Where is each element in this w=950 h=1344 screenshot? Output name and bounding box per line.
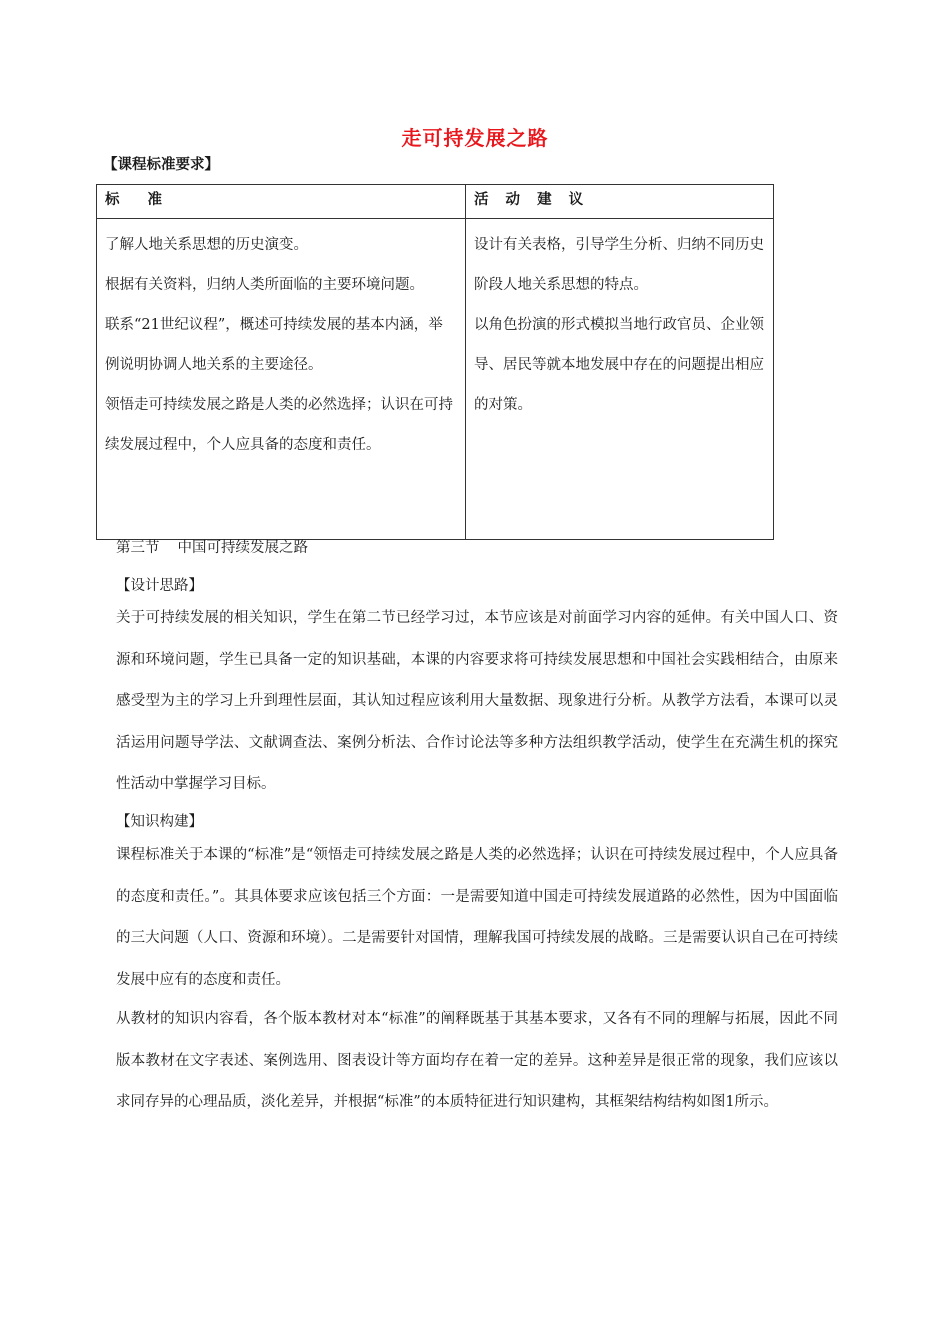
knowledge-heading: 【知识构建】 xyxy=(116,814,203,830)
standard-item: 领悟走可持续发展之路是人类的必然选择；认识在可持续发展过程中，个人应具备的态度和责任。 xyxy=(105,397,453,453)
standard-item: 了解人地关系思想的历史演变。 xyxy=(105,237,308,253)
document-title: 走可持发展之路 xyxy=(401,126,549,150)
standards-heading: 【课程标准要求】 xyxy=(103,157,219,173)
activities-cell xyxy=(466,219,774,540)
standards-table xyxy=(96,184,774,540)
knowledge-paragraph-1: 课程标准关于本课的“标准”是“领悟走可持续发展之路是人类的必然选择；认识在可持续发展过程中，个人应具备的态度和责任。”。其具体要求应该包括三个方面：一是需要知道中国走可持续发展道路的必然性，因为中国面临的三大问题（人口、资源和环境）。二是需要针对国情，理解我国可持续发展的战略。三是需要认识自己在可持续发展中应有的态度和责任。 xyxy=(116,847,838,988)
table-header-row xyxy=(97,185,774,219)
activity-item: 以角色扮演的形式模拟当地行政官员、企业领导、居民等就本地发展中存在的问题提出相应的对策。 xyxy=(474,317,764,413)
standards-cell xyxy=(97,219,466,540)
header-standard-char1: 标 xyxy=(105,192,120,208)
header-standard xyxy=(97,185,466,219)
header-standard-char2: 准 xyxy=(147,192,162,208)
standard-item: 联系“21世纪议程”，概述可持续发展的基本内涵，举例说明协调人地关系的主要途径。 xyxy=(105,317,443,373)
section-name: 中国可持续发展之路 xyxy=(177,540,308,556)
design-heading: 【设计思路】 xyxy=(116,578,203,594)
table-content-row xyxy=(97,219,774,540)
header-activity: 活 动 建 议 xyxy=(466,185,774,219)
design-paragraph: 关于可持续发展的相关知识，学生在第二节已经学习过，本节应该是对前面学习内容的延伸。有关中国人口、资源和环境问题，学生已具备一定的知识基础，本课的内容要求将可持续发展思想和中国社会实践相结合，由原来感受型为主的学习上升到理性层面，其认知过程应该利用大量数据、现象进行分析。从教学方法看，本课可以灵活运用问题导学法、文献调查法、案例分析法、合作讨论法等多种方法组织教学活动，使学生在充满生机的探究性活动中掌握学习目标。 xyxy=(116,610,838,792)
knowledge-paragraph-2: 从教材的知识内容看，各个版本教材对本“标准”的阐释既基于其基本要求，又各有不同的理解与拓展，因此不同版本教材在文字表述、案例选用、图表设计等方面均存在着一定的差异。这种差异是很正常的现象，我们应该以求同存异的心理品质，淡化差异，并根据“标准”的本质特征进行知识建构，其框架结构结构如图1所示。 xyxy=(116,1011,838,1110)
activity-item: 设计有关表格，引导学生分析、归纳不同历史阶段人地关系思想的特点。 xyxy=(474,237,764,293)
section-number: 第三节 xyxy=(116,540,160,556)
section-title xyxy=(116,536,308,557)
standard-item: 根据有关资料，归纳人类所面临的主要环境问题。 xyxy=(105,277,424,293)
